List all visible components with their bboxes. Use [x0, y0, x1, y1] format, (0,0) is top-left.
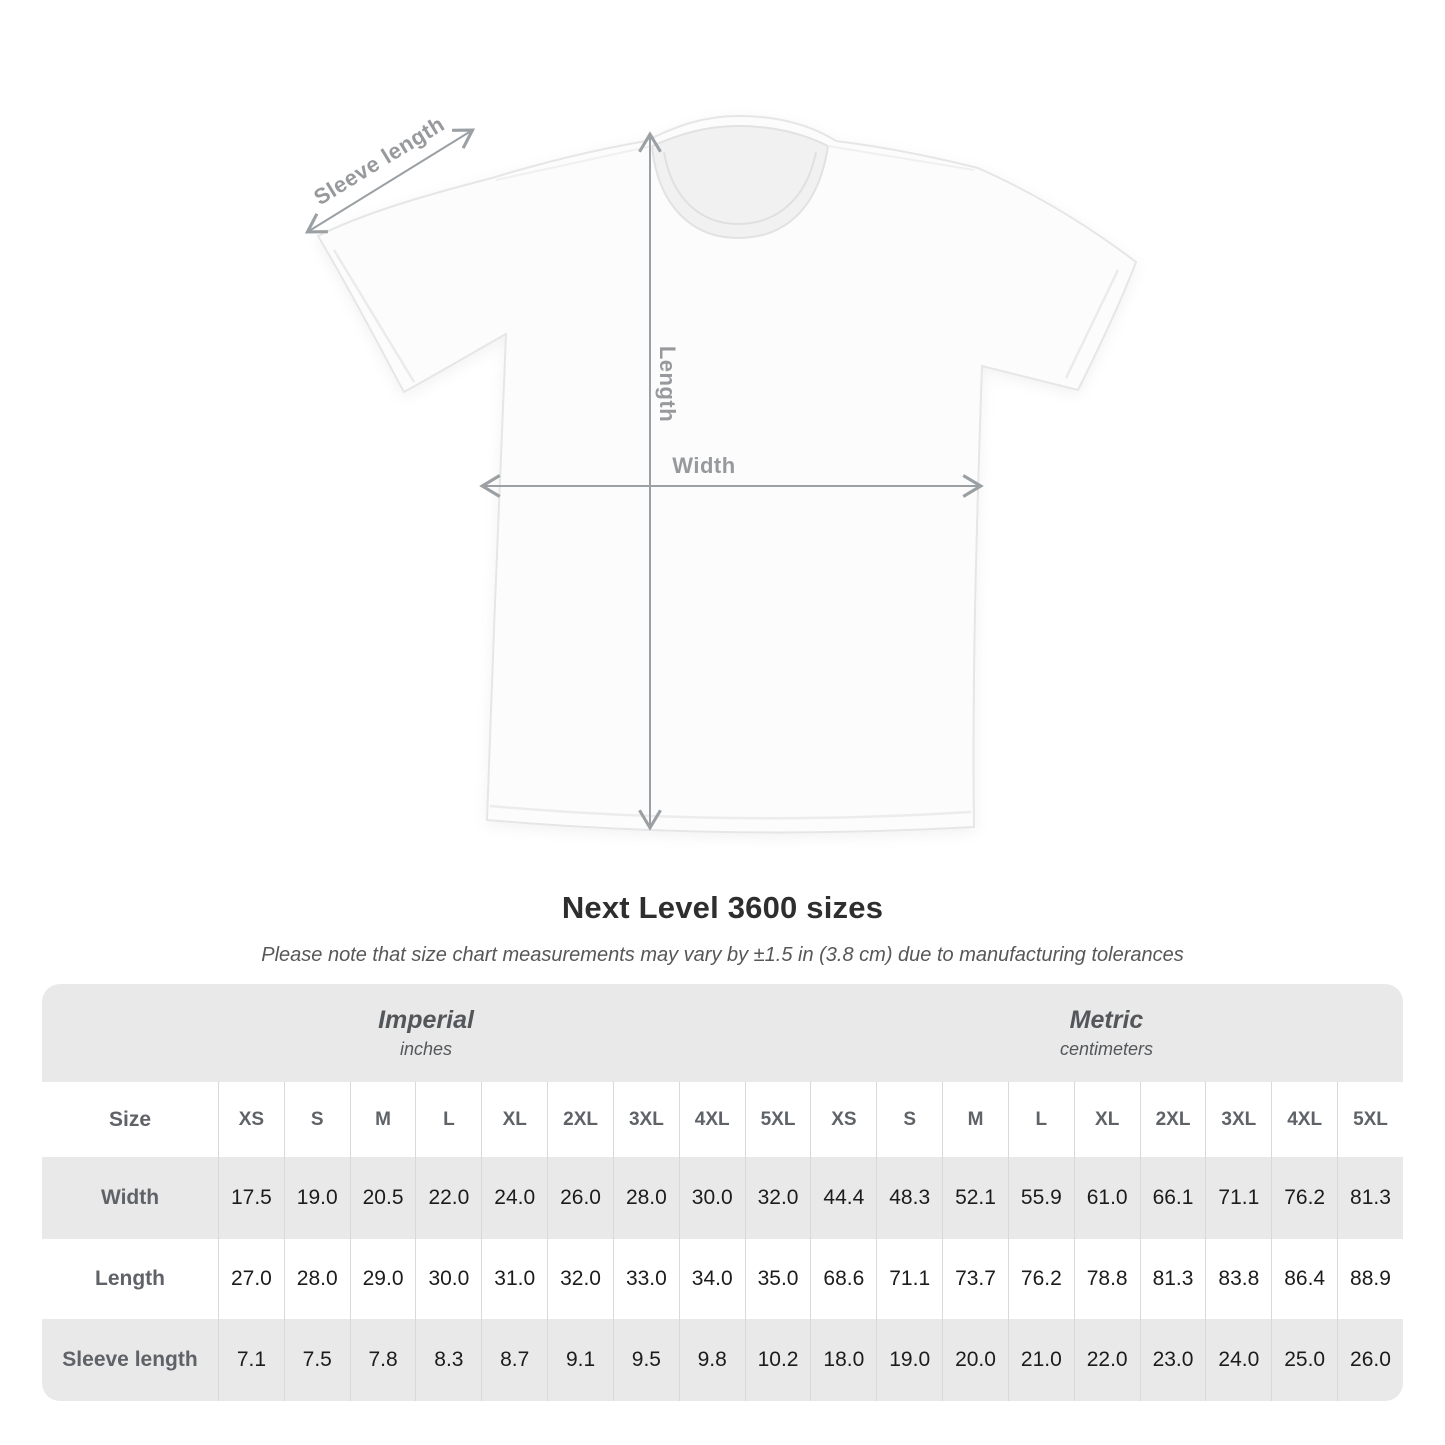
- cell-sleeve-length-imperial-4xl: 9.8: [679, 1319, 745, 1401]
- cell-sleeve-length-metric-3xl: 24.0: [1205, 1319, 1271, 1401]
- size-header-metric-xl: XL: [1074, 1082, 1140, 1157]
- width-label: Width: [672, 453, 736, 478]
- cell-length-imperial-4xl: 34.0: [679, 1239, 745, 1319]
- cell-sleeve-length-metric-4xl: 25.0: [1271, 1319, 1337, 1401]
- row-label-width: Width: [100, 1186, 160, 1209]
- length-row: [42, 1239, 1403, 1319]
- size-header-metric-s: S: [876, 1082, 942, 1157]
- cell-width-imperial-xs: 17.5: [218, 1157, 284, 1239]
- size-header-row: [42, 1082, 1403, 1157]
- cell-width-imperial-xl: 24.0: [481, 1157, 547, 1239]
- size-header-imperial-l: L: [415, 1082, 481, 1157]
- cell-length-metric-xl: 78.8: [1074, 1239, 1140, 1319]
- cell-width-metric-m: 52.1: [942, 1157, 1008, 1239]
- imperial-unit: inches: [399, 1039, 453, 1059]
- cell-length-imperial-xl: 31.0: [481, 1239, 547, 1319]
- cell-length-metric-s: 71.1: [876, 1239, 942, 1319]
- metric-group-header: [810, 984, 1403, 1082]
- cell-length-imperial-s: 28.0: [284, 1239, 350, 1319]
- size-header-imperial-3xl: 3XL: [613, 1082, 679, 1157]
- unit-header-row: [42, 984, 1403, 1082]
- cell-width-metric-2xl: 66.1: [1140, 1157, 1206, 1239]
- size-header-metric-2xl: 2XL: [1140, 1082, 1206, 1157]
- cell-sleeve-length-imperial-xs: 7.1: [218, 1319, 284, 1401]
- cell-sleeve-length-metric-xl: 22.0: [1074, 1319, 1140, 1401]
- cell-length-imperial-l: 30.0: [415, 1239, 481, 1319]
- sleeve-length-row: [42, 1319, 1403, 1401]
- cell-width-metric-5xl: 81.3: [1337, 1157, 1403, 1239]
- cell-width-metric-l: 55.9: [1008, 1157, 1074, 1239]
- cell-sleeve-length-metric-l: 21.0: [1008, 1319, 1074, 1401]
- size-header-metric-4xl: 4XL: [1271, 1082, 1337, 1157]
- size-header-imperial-2xl: 2XL: [547, 1082, 613, 1157]
- cell-width-imperial-m: 20.5: [350, 1157, 416, 1239]
- row-label-sleeve-length: Sleeve length: [62, 1348, 198, 1371]
- cell-sleeve-length-imperial-5xl: 10.2: [745, 1319, 811, 1401]
- cell-length-imperial-3xl: 33.0: [613, 1239, 679, 1319]
- row-label-length: Length: [95, 1267, 165, 1290]
- cell-width-metric-3xl: 71.1: [1205, 1157, 1271, 1239]
- imperial-group-header: [42, 984, 810, 1082]
- cell-sleeve-length-imperial-3xl: 9.5: [613, 1319, 679, 1401]
- tolerance-note: Please note that size chart measurements may vary by ±1.5 in (3.8 cm) due to manufacturing tolerances: [261, 944, 1184, 966]
- cell-length-imperial-m: 29.0: [350, 1239, 416, 1319]
- size-header-imperial-m: M: [350, 1082, 416, 1157]
- length-label: Length: [655, 345, 680, 423]
- size-header-metric-3xl: 3XL: [1205, 1082, 1271, 1157]
- width-row: [42, 1157, 1403, 1239]
- cell-width-metric-s: 48.3: [876, 1157, 942, 1239]
- cell-width-imperial-5xl: 32.0: [745, 1157, 811, 1239]
- cell-sleeve-length-metric-2xl: 23.0: [1140, 1319, 1206, 1401]
- cell-width-imperial-2xl: 26.0: [547, 1157, 613, 1239]
- cell-width-imperial-3xl: 28.0: [613, 1157, 679, 1239]
- imperial-title: Imperial: [378, 1006, 474, 1034]
- size-header-imperial-xl: XL: [481, 1082, 547, 1157]
- cell-width-imperial-4xl: 30.0: [679, 1157, 745, 1239]
- size-header-imperial-5xl: 5XL: [745, 1082, 811, 1157]
- size-header-imperial-s: S: [284, 1082, 350, 1157]
- size-column-header: Size: [108, 1107, 152, 1131]
- cell-width-metric-xl: 61.0: [1074, 1157, 1140, 1239]
- cell-sleeve-length-metric-xs: 18.0: [810, 1319, 876, 1401]
- cell-sleeve-length-imperial-xl: 8.7: [481, 1319, 547, 1401]
- cell-length-imperial-2xl: 32.0: [547, 1239, 613, 1319]
- size-header-metric-xs: XS: [810, 1082, 876, 1157]
- cell-sleeve-length-metric-s: 19.0: [876, 1319, 942, 1401]
- size-table: [42, 984, 1403, 1401]
- cell-sleeve-length-imperial-s: 7.5: [284, 1319, 350, 1401]
- cell-length-imperial-5xl: 35.0: [745, 1239, 811, 1319]
- sleeve-length-label: Sleeve length: [309, 111, 449, 211]
- cell-length-metric-4xl: 86.4: [1271, 1239, 1337, 1319]
- cell-length-imperial-xs: 27.0: [218, 1239, 284, 1319]
- size-header-imperial-4xl: 4XL: [679, 1082, 745, 1157]
- size-header-metric-5xl: 5XL: [1337, 1082, 1403, 1157]
- cell-length-metric-2xl: 81.3: [1140, 1239, 1206, 1319]
- cell-sleeve-length-metric-5xl: 26.0: [1337, 1319, 1403, 1401]
- cell-length-metric-3xl: 83.8: [1205, 1239, 1271, 1319]
- cell-sleeve-length-metric-m: 20.0: [942, 1319, 1008, 1401]
- cell-sleeve-length-imperial-2xl: 9.1: [547, 1319, 613, 1401]
- cell-length-metric-l: 76.2: [1008, 1239, 1074, 1319]
- cell-sleeve-length-imperial-m: 7.8: [350, 1319, 416, 1401]
- size-header-metric-m: M: [942, 1082, 1008, 1157]
- cell-length-metric-xs: 68.6: [810, 1239, 876, 1319]
- metric-title: Metric: [1069, 1006, 1144, 1034]
- size-header-imperial-xs: XS: [218, 1082, 284, 1157]
- size-header-metric-l: L: [1008, 1082, 1074, 1157]
- cell-width-metric-4xl: 76.2: [1271, 1157, 1337, 1239]
- cell-width-imperial-l: 22.0: [415, 1157, 481, 1239]
- metric-unit: centimeters: [1059, 1039, 1154, 1059]
- cell-length-metric-5xl: 88.9: [1337, 1239, 1403, 1319]
- cell-width-imperial-s: 19.0: [284, 1157, 350, 1239]
- page-title: Next Level 3600 sizes: [561, 890, 884, 925]
- cell-width-metric-xs: 44.4: [810, 1157, 876, 1239]
- cell-sleeve-length-imperial-l: 8.3: [415, 1319, 481, 1401]
- cell-length-metric-m: 73.7: [942, 1239, 1008, 1319]
